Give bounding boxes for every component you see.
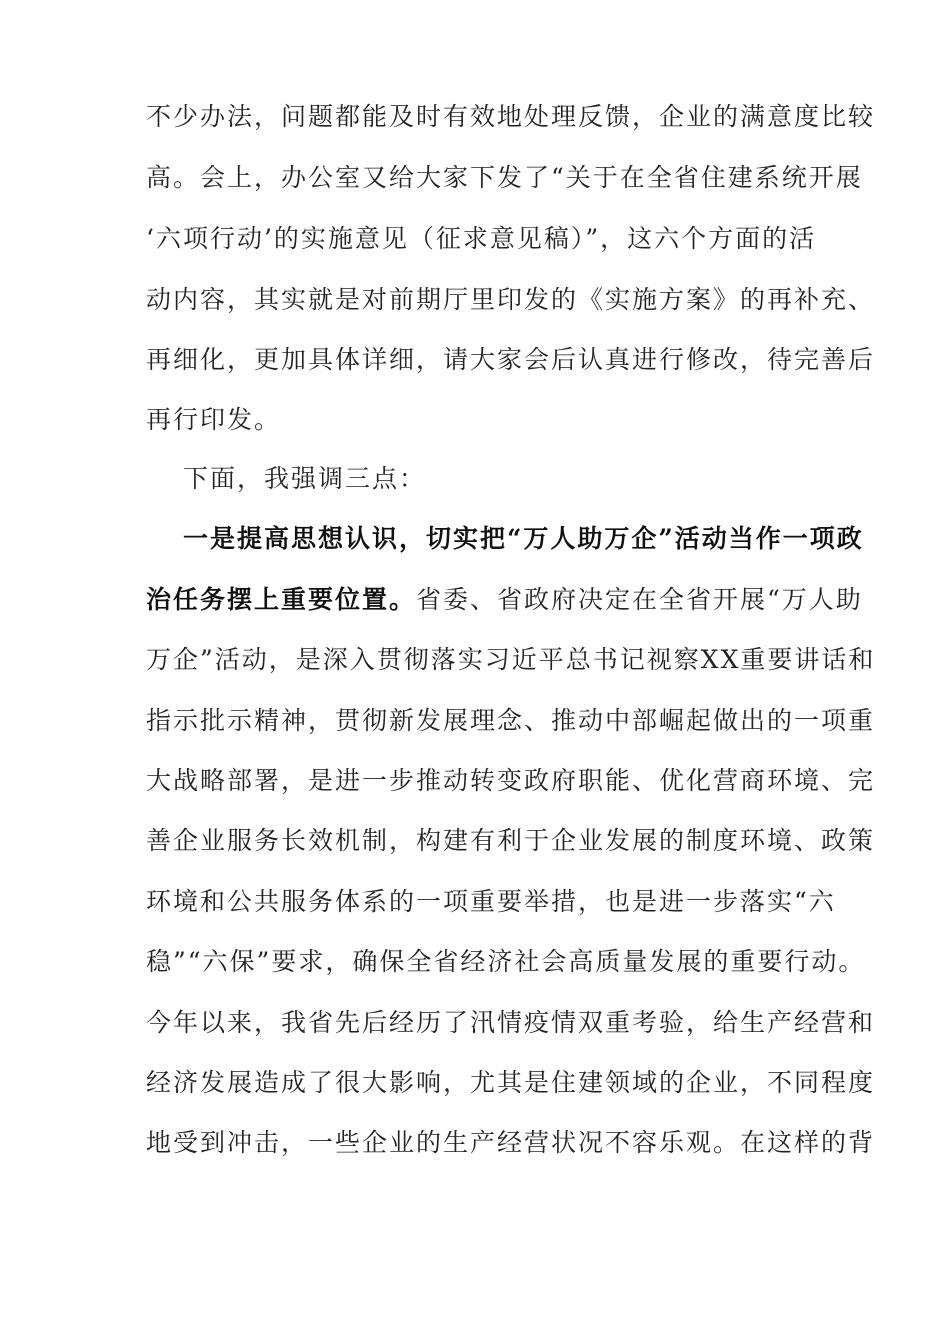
text-line: 经济发展造成了很大影响，尤其是住建领域的企业，不同程度 [146,1068,876,1097]
text-line: ‘六项行动’的实施意见（征求意见稿）”，这六个方面的活 [146,224,817,253]
text-line: 环境和公共服务体系的一项重要举措，也是进一步落实“六 [146,887,836,916]
heading-line-end: 治任务摆上重要位置。 [146,585,417,614]
text-line: 再细化，更加具体详细，请大家会后认真进行修改，待完善后 [146,345,876,374]
text-line: 稳”“六保”要求，确保全省经济社会高质量发展的重要行动。 [146,947,866,976]
text-line: 高。会上，办公室又给大家下发了“关于在全省住建系统开展 [146,163,863,192]
text-line: 今年以来，我省先后经历了汛情疫情双重考验，给生产经营和 [146,1008,876,1037]
text-line: 不少办法，问题都能及时有效地处理反馈，企业的满意度比较 [146,102,876,131]
text-line: 善企业服务长效机制，构建有利于企业发展的制度环境、政策 [146,826,876,855]
text-line: 地受到冲击，一些企业的生产经营状况不容乐观。在这样的背 [146,1128,876,1157]
text-line: 万企”活动，是深入贯彻落实习近平总书记视察XX重要讲话和 [146,645,876,674]
text-line: 大战略部署，是进一步推动转变政府职能、优化营商环境、完 [146,766,876,795]
text-span: 省委、省政府决定在全省开展“万人助 [416,585,863,614]
text-line: 再行印发。 [146,405,282,434]
text-line: 下面，我强调三点： [183,464,427,493]
text-line: 指示批示精神，贯彻新发展理念、推动中部崛起做出的一项重 [146,706,876,735]
text-line: 动内容，其实就是对前期厅里印发的《实施方案》的再补充、 [146,285,876,314]
heading-line: 一是提高思想认识，切实把“万人助万企”活动当作一项政 [183,524,864,553]
mixed-line [146,585,863,615]
